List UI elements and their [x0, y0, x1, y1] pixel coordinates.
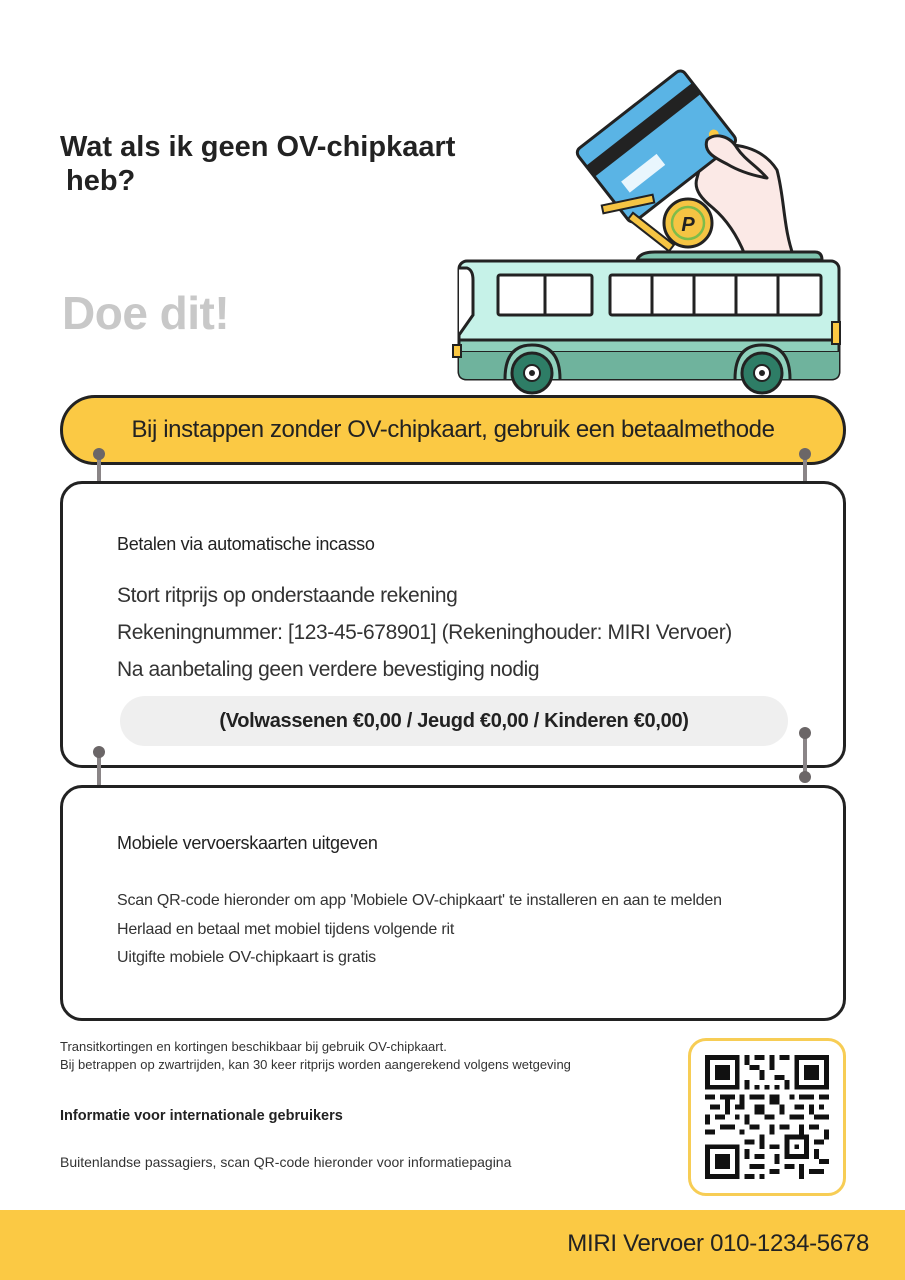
intl-heading: Informatie voor internationale gebruikers — [60, 1108, 343, 1124]
fare-pill — [120, 696, 788, 746]
footnotes — [60, 1038, 571, 1170]
instruction-banner — [60, 395, 846, 465]
section-heading: Betalen via automatische incasso — [117, 534, 375, 554]
ring-connector-icon — [803, 731, 807, 779]
title-line-2: heb? — [66, 165, 136, 197]
intl-text: Buitenlandse passagiers, scan QR-code hieronder voor informatiepagina — [60, 1154, 512, 1170]
discount-note: Transitkortingen en kortingen beschikbaar bij gebruik OV-chipkaart. — [60, 1039, 447, 1054]
title-line-1: Wat als ik geen OV-chipkaart — [60, 131, 456, 163]
section-direct-debit — [60, 481, 846, 768]
section-lines — [117, 577, 732, 688]
footer-bar — [0, 1210, 905, 1280]
info-line: Uitgifte mobiele OV-chipkaart is gratis — [117, 949, 376, 966]
banner-text: Bij instappen zonder OV-chipkaart, gebruik een betaalmethode — [131, 416, 775, 443]
contact-phone: MIRI Vervoer 010-1234-5678 — [567, 1230, 869, 1257]
qr-code-icon[interactable] — [705, 1055, 829, 1179]
section-heading: Mobiele vervoerskaarten uitgeven — [117, 833, 378, 853]
info-line: Na aanbetaling geen verdere bevestiging nodig — [117, 658, 540, 681]
section-mobile-tickets — [60, 785, 846, 1021]
fare-evasion-note: Bij betrappen op zwartrijden, kan 30 keer ritprijs worden aangerekend volgens wetgeving — [60, 1057, 571, 1072]
qr-code-frame[interactable] — [688, 1038, 846, 1196]
section-lines — [117, 887, 722, 973]
coin-p-icon — [664, 199, 712, 247]
fare-text: (Volwassenen €0,00 / Jeugd €0,00 / Kinderen €0,00) — [219, 709, 689, 732]
page-subtitle: Doe dit! — [62, 287, 230, 339]
info-line: Scan QR-code hieronder om app 'Mobiele OV-chipkaart' te installeren en aan te melden — [117, 892, 722, 909]
account-number-line: Rekeningnummer: [123-45-678901] (Rekeninghouder: MIRI Vervoer) — [117, 621, 732, 644]
svg-text:P: P — [681, 214, 695, 236]
info-line: Herlaad en betaal met mobiel tijdens volgende rit — [117, 920, 455, 938]
bus-icon — [453, 261, 840, 393]
info-line: Stort ritprijs op onderstaande rekening — [117, 584, 458, 607]
page-title — [60, 130, 500, 198]
bus-payment-illustration — [445, 60, 845, 400]
